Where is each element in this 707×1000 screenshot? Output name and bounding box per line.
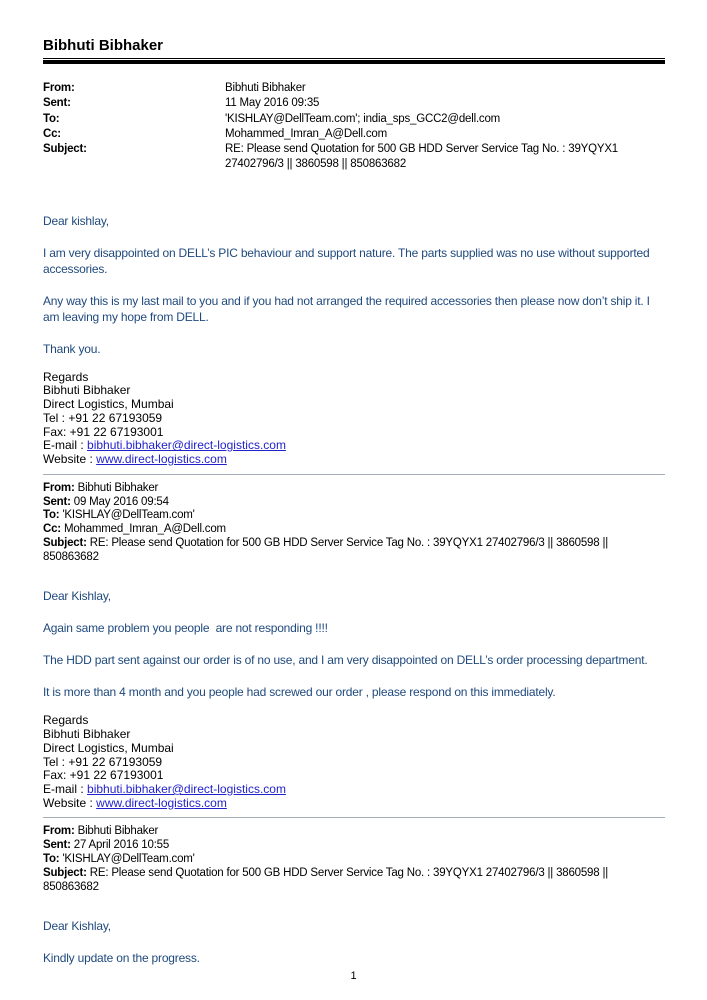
website-label: Website :: [43, 795, 93, 810]
signature-name: Bibhuti Bibhaker: [43, 383, 131, 398]
signature-website-link[interactable]: www.direct-logistics.com: [96, 452, 227, 466]
subject-value: RE: Please send Quotation for 500 GB HDD Server Service Tag No. : 39YQYX1 27402796/3 || 3860598 || 850863682: [43, 866, 609, 893]
header-row-to: [43, 112, 665, 127]
signature-email-link[interactable]: bibhuti.bibhaker@direct-logistics.com: [87, 782, 286, 796]
signature-regards: Regards: [43, 713, 89, 728]
header-row-sent: [43, 96, 665, 111]
body-paragraph: Kindly update on the progress.: [43, 951, 200, 966]
header-row-to: [43, 509, 665, 523]
signature-tel: Tel : +91 22 67193059: [43, 754, 163, 769]
signature-website-row: [43, 453, 665, 467]
page-title: Bibhuti Bibhaker: [43, 38, 665, 59]
signature-website-row: [43, 797, 665, 811]
email-divider: [43, 474, 665, 475]
email-divider: [43, 817, 665, 818]
email-2-body: [43, 588, 665, 700]
header-row-subject: [43, 537, 665, 565]
subject-value: RE: Please send Quotation for 500 GB HDD Server Service Tag No. : 39YQYX1 27402796/3 || 3860598 || 850863682: [225, 143, 618, 171]
email-1-header: [43, 81, 665, 173]
body-paragraph: It is more than 4 month and you people had screwed our order , please respond on this immediately.: [43, 685, 556, 700]
email-label: E-mail :: [43, 782, 84, 796]
body-paragraph: I am very disappointed on DELL’s PIC behaviour and support nature. The parts supplied was no use without supported accessories.: [43, 245, 653, 276]
email-1-body: [43, 213, 665, 357]
signature-block-2: [43, 714, 665, 810]
subject-value: RE: Please send Quotation for 500 GB HDD Server Service Tag No. : 39YQYX1 27402796/3 || 3860598 || 850863682: [43, 536, 609, 563]
signature-email-link[interactable]: bibhuti.bibhaker@direct-logistics.com: [87, 438, 286, 453]
subject-label: Subject:: [43, 143, 87, 156]
signature-company: Direct Logistics, Mumbai: [43, 397, 174, 412]
header-row-from: [43, 825, 665, 839]
body-paragraph: Thank you.: [43, 341, 101, 356]
email-message-1: [43, 81, 665, 467]
header-row-cc: [43, 127, 665, 142]
header-row-subject: [43, 867, 665, 895]
subject-label: Subject:: [43, 536, 87, 549]
email-message-3: [43, 825, 665, 966]
header-row-cc: [43, 523, 665, 537]
to-value: 'KISHLAY@DellTeam.com': [62, 853, 195, 865]
body-paragraph: Any way this is my last mail to you and if you had not arranged the required accessories then please now don’t ship it. I am leaving my hope from DELL.: [43, 293, 653, 324]
email-3-header: [43, 825, 665, 894]
email-label: E-mail :: [43, 438, 84, 453]
email-3-body: [43, 918, 665, 966]
to-label: To:: [43, 112, 60, 125]
cc-label: Cc:: [43, 127, 61, 140]
email-2-header: [43, 482, 665, 565]
subject-label: Subject:: [43, 866, 87, 879]
header-row-to: [43, 853, 665, 867]
body-paragraph: The HDD part sent against our order is of no use, and I am very disappointed on DELL’s order processing department.: [43, 653, 648, 668]
to-label: To:: [43, 853, 60, 865]
header-row-sent: [43, 496, 665, 510]
sent-label: Sent:: [43, 495, 71, 508]
to-value: 'KISHLAY@DellTeam.com': [62, 509, 195, 522]
from-label: From:: [43, 481, 75, 494]
cc-label: Cc:: [43, 523, 61, 536]
from-label: From:: [43, 825, 75, 838]
to-label: To:: [43, 509, 60, 522]
header-row-sent: [43, 839, 665, 853]
from-value: Bibhuti Bibhaker: [77, 825, 159, 838]
signature-tel: Tel : +91 22 67193059: [43, 410, 163, 425]
from-value: Bibhuti Bibhaker: [77, 481, 159, 494]
signature-website-link[interactable]: www.direct-logistics.com: [96, 795, 227, 810]
header-row-from: [43, 482, 665, 496]
body-paragraph: Again same problem you people are not responding !!!!: [43, 621, 328, 636]
header-row-subject: [43, 142, 665, 173]
title-rule: [43, 60, 665, 64]
header-row-from: [43, 81, 665, 96]
sent-value: 27 April 2016 10:55: [73, 839, 170, 852]
sent-label: Sent:: [43, 839, 71, 852]
signature-company: Direct Logistics, Mumbai: [43, 740, 174, 755]
signature-email-row: [43, 439, 665, 453]
signature-fax: Fax: +91 22 67193001: [43, 424, 164, 439]
signature-block-1: [43, 371, 665, 467]
greeting: Dear Kishlay,: [43, 919, 111, 934]
signature-email-row: [43, 783, 665, 797]
greeting: Dear Kishlay,: [43, 589, 111, 604]
from-label: From:: [43, 82, 75, 94]
sent-label: Sent:: [43, 97, 71, 110]
from-value: Bibhuti Bibhaker: [225, 82, 306, 94]
signature-fax: Fax: +91 22 67193001: [43, 768, 164, 783]
sent-value: 09 May 2016 09:54: [73, 495, 169, 508]
website-label: Website :: [43, 452, 93, 466]
to-value: 'KISHLAY@DellTeam.com'; india_sps_GCC2@dell.com: [225, 112, 501, 125]
cc-value: Mohammed_Imran_A@Dell.com: [225, 127, 387, 140]
page-number: 1: [350, 970, 357, 982]
signature-regards: Regards: [43, 369, 89, 384]
signature-name: Bibhuti Bibhaker: [43, 727, 131, 742]
sent-value: 11 May 2016 09:35: [225, 97, 320, 110]
email-message-2: [43, 482, 665, 811]
cc-value: Mohammed_Imran_A@Dell.com: [63, 523, 226, 536]
greeting: Dear kishlay,: [43, 213, 109, 228]
